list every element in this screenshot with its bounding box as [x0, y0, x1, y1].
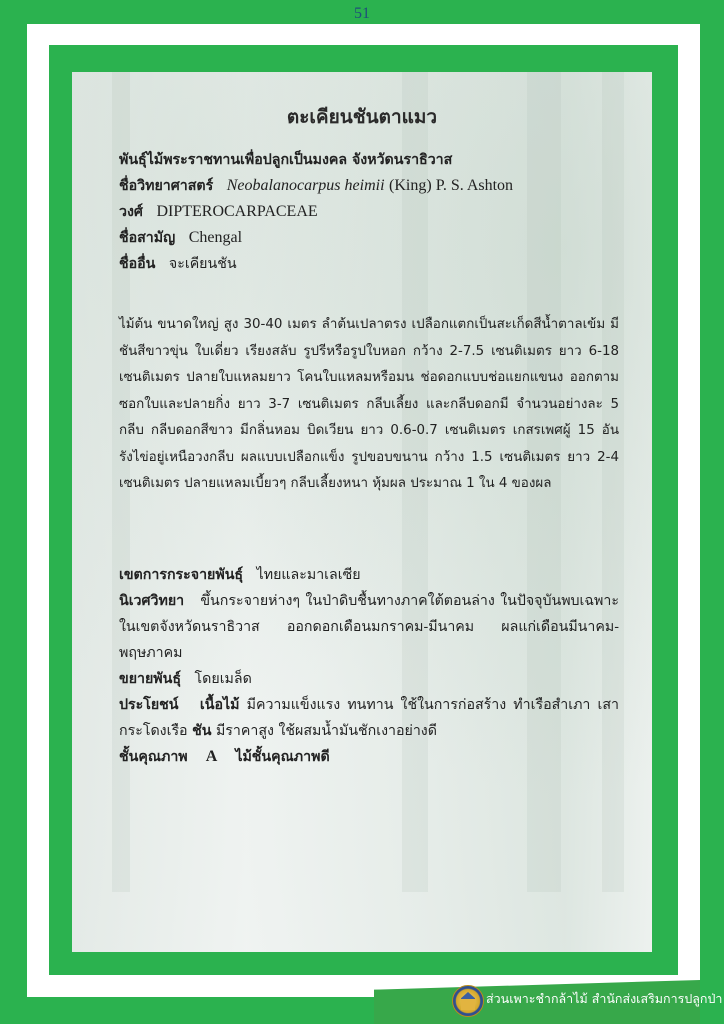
common-name-label: ชื่อสามัญ: [119, 230, 176, 246]
propagation-label: ขยายพันธุ์: [119, 671, 182, 687]
subtitle: พันธุ์ไม้พระราชทานเพื่อปลูกเป็นมงคล จังหวัดนราธิวาส: [119, 152, 453, 168]
subtitle-line: [119, 147, 619, 173]
species-info: [119, 562, 619, 770]
propagation-line: [119, 666, 619, 692]
scientific-name-authority: (King) P. S. Ashton: [389, 177, 514, 194]
common-name-line: [119, 225, 619, 251]
family-label: วงศ์: [119, 204, 143, 220]
family-value: DIPTEROCARPACEAE: [156, 203, 318, 220]
ecology-value: ขึ้นกระจายห่างๆ ในป่าดิบชื้นทางภาคใต้ตอนล่าง ในปัจจุบันพบเฉพาะในเขตจังหวัดนราธิวาส ออกดอกเดือนมกราคม-มีนาคม ผลแก่เดือนมีนาคม-พฤษภาคม: [119, 593, 620, 661]
family-line: [119, 199, 619, 225]
distribution-label: เขตการกระจายพันธุ์: [119, 567, 244, 583]
royal-forest-emblem-icon: [452, 985, 484, 1017]
other-name-label: ชื่ออื่น: [119, 256, 156, 272]
quality-grade: A: [205, 748, 218, 765]
species-description: [119, 312, 619, 498]
scientific-name-value: Neobalanocarpus heimii: [226, 177, 385, 194]
other-name-line: [119, 251, 619, 277]
uses-wood-value: มีความแข็งแรง ทนทาน ใช้ในการก่อสร้าง ทำเรือสำเภา เสากระโดงเรือ: [119, 697, 620, 739]
uses-line: [119, 692, 619, 744]
other-name-value: จะเคียนชัน: [168, 256, 237, 272]
description-paragraph: ไม้ต้น ขนาดใหญ่ สูง 30-40 เมตร ลำต้นเปลาตรง เปลือกแตกเป็นสะเก็ดสีน้ำตาลเข้ม มีชันสีขาวขุ่น ใบเดี่ยว เรียงสลับ รูปรีหรือรูปใบหอก กว้าง 2-7.5 เซนติเมตร ยาว 6-18 เซนติเมตร ปลายใบแหลมยาว โคนใบแหลมหรือมน ช่อดอกแบบช่อแยกแขนง ออกตามซอกใบและปลายกิ่ง ยาว 3-7 เซนติเมตร กลีบเลี้ยง และกลีบดอกมี จำนวนอย่างละ 5 กลีบ กลีบดอกสีขาว มีกลิ่นหอม บิดเวียน ยาว 0.6-0.7 เซนติเมตร เกสรเพศผู้ 15 อัน รังไข่อยู่เหนือวงกลีบ ผลแบบเปลือกแข็ง รูปขอบขนาน กว้าง 1.5 เซนติเมตร ยาว 2-4 เซนติเมตร ปลายแหลมเบี้ยวๆ กลีบเลี้ยงหนา หุ้มผล ประมาณ 1 ใน 4 ของผล: [119, 317, 619, 491]
uses-resin-value: มีราคาสูง ใช้ผสมน้ำมันชักเงาอย่างดี: [215, 723, 437, 739]
common-name-value: Chengal: [188, 229, 243, 246]
scientific-name-label: ชื่อวิทยาศาสตร์: [119, 178, 214, 194]
page-number: 51: [354, 5, 370, 22]
species-title: ตะเคียนชันตาแมว: [286, 106, 438, 128]
distribution-value: ไทยและมาเลเซีย: [256, 567, 361, 583]
uses-resin-label: ชัน: [192, 723, 212, 739]
species-meta: [119, 147, 619, 277]
ecology-label: นิเวศวิทยา: [119, 593, 185, 609]
quality-value: ไม้ชั้นคุณภาพดี: [235, 749, 330, 765]
uses-label: ประโยชน์: [119, 697, 179, 713]
scientific-name-line: [119, 173, 619, 199]
quality-line: [119, 744, 619, 770]
propagation-value: โดยเมล็ด: [194, 671, 252, 687]
distribution-line: [119, 562, 619, 588]
ecology-line: [119, 588, 619, 666]
uses-wood-label: เนื้อไม้: [199, 697, 240, 713]
quality-label: ชั้นคุณภาพ: [119, 749, 188, 765]
footer-organization-text: ส่วนเพาะชำกล้าไม้ สำนักส่งเสริมการปลูกป่า: [486, 991, 723, 1006]
content-panel: [72, 72, 652, 952]
